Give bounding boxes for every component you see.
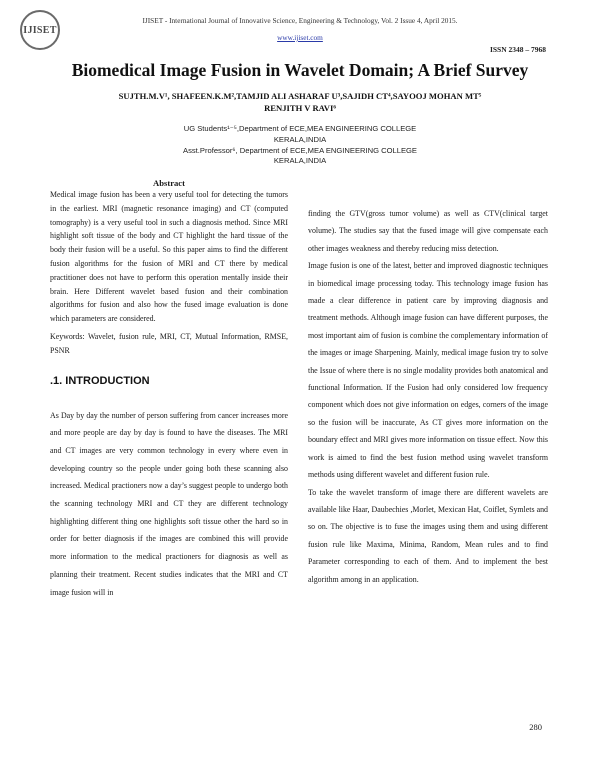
author-list <box>50 90 550 114</box>
right-paragraph-2: Image fusion is one of the latest, better and improved diagnostic techniques in biomedical image processing today. This technology image fusion has made a clear difference in patient care by improving diagnosis and treatment methods. Although image fusion can have different purposes, the most important aim of fusion is combine the complementary information of the images or image Sharpening. Mainly, medical image fusion try to solve the Issue of where there is no single modality provides both anatomical and functional Information. If the Fusion had only considered low frequency component which does not give information on edges, corners of the image so the fusion will be inaccurate, As CT gives more information on the boundary effect and MRI gives more information on tissue effect. Now this work is aimed to find the best fusion method using wavelet transform methods using different wavelet and different fusion rule. <box>308 261 548 480</box>
author-line-1: SUJTH.M.V¹, SHAFEEN.K.M²,TAMJID ALI ASHARAF U³,SAJIDH CT⁴,SAYOOJ MOHAN MT⁵ <box>118 91 482 101</box>
affiliation-line-1: UG Students¹⁻⁵,Department of ECE,MEA ENGINEERING COLLEGE <box>183 124 417 133</box>
keywords: Keywords: Wavelet, fusion rule, MRI, CT, Mutual Information, RMSE, PSNR <box>50 331 288 355</box>
right-paragraph-3: To take the wavelet transform of image there are different wavelets are available like Haar, Daubechies ,Morlet, Mexican Hat, Coiflet, Symlets and so on. The objective is to fuse the images using them and using different fusion rule like Maxima, Minima, Random, Mean rules and to find Parameter corresponding to each of them. And to implement the best algorithm among in an application. <box>308 487 548 584</box>
journal-header: IJISET - International Journal of Innovative Science, Engineering & Technology, Vol. 2 Issue 4, April 2015. <box>142 16 458 25</box>
introduction-text: As Day by day the number of person suffering from cancer increases more and more people are day by day is found to have the diseases. The MRI and CT images are very common technology in every where even in developing country so the people under going both these scanning also increased. Medical practioners now a day’s suggest people to undergo both the scanning technology MRI and CT they are different technology highlighting different thing one highlights soft tissue other the hard so in order for better diagnosis if the images are combined this will provide more information to the medical practioners for diagnosis as well as planning their treatment. Recent studies indicates that the MRI and CT image fusion will in <box>50 410 288 597</box>
paper-title: Biomedical Image Fusion in Wavelet Domain; A Brief Survey <box>71 60 529 80</box>
introduction-heading: .1. INTRODUCTION <box>50 374 150 387</box>
issn-label: ISSN 2348 – 7968 <box>489 45 546 54</box>
affiliations <box>130 124 470 167</box>
affiliation-line-2: KERALA,INDIA <box>273 134 327 144</box>
journal-url-link[interactable]: www.ijiset.com <box>277 33 323 42</box>
right-paragraph-1: finding the GTV(gross tumor volume) as well as CTV(clinical target volume). The studies say that the fused image will give compensate each other images weakness and thereby reducing miss detection. <box>308 209 548 253</box>
journal-logo-text: IJISET <box>23 24 57 36</box>
affiliation-line-4: KERALA,INDIA <box>273 156 327 166</box>
page-number: 280 <box>529 722 542 732</box>
affiliation-line-3: Asst.Professor⁶, Department of ECE,MEA ENGINEERING COLLEGE <box>183 145 417 155</box>
author-line-2: RENJITH V RAVI⁶ <box>264 103 336 113</box>
abstract-heading: Abstract <box>153 178 185 188</box>
abstract-text: Medical image fusion has been a very useful tool for detecting the tumors in the earliest. MRI (magnetic resonance imaging) and CT (computed tomography) is a very useful tool in such a diagnosis method. Since MRI highlight soft tissue of the body and CT highlight the hard tissue of the body their fusion will be a useful. So this paper aims to find the different fusion algorithms for the fusion of MRI and CT there by medical practitioner does not have to perform this operation mentally inside their brain. Here Different wavelet based fusion and their combination algorithms for fusion and also how the fused image evaluation is done which parameters are considered. <box>50 190 288 324</box>
right-column <box>308 205 548 588</box>
left-column <box>50 178 288 601</box>
